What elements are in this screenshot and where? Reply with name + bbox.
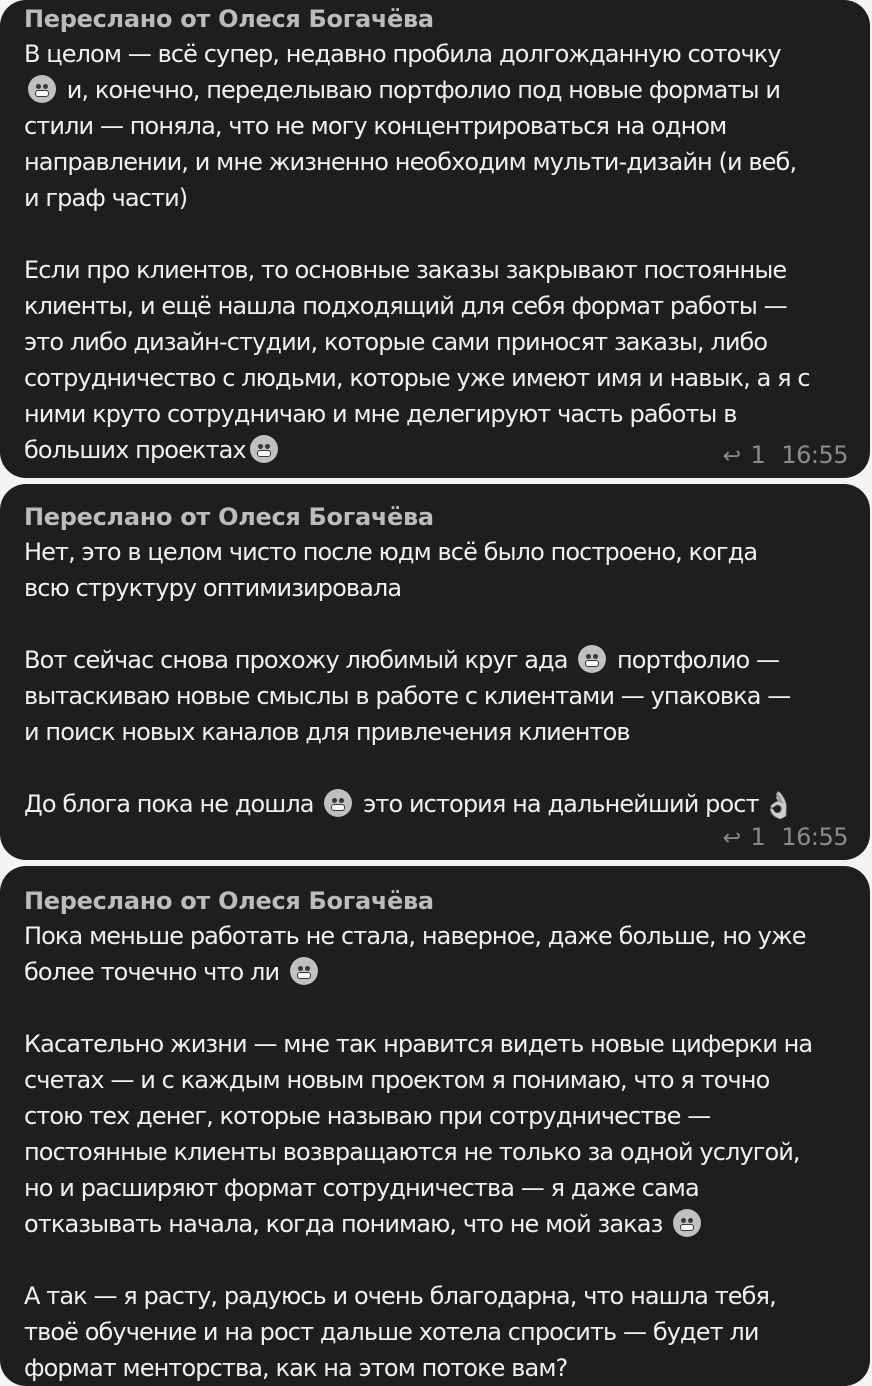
message-line: и, конечно, переделываю портфолио под новые форматы и xyxy=(24,72,848,108)
message-line: счетах — и с каждым новым проектом я понимаю, что я точно xyxy=(24,1066,770,1094)
forwarded-header[interactable]: Переслано от Олеся Богачёва xyxy=(24,5,434,33)
grin-sweat-icon xyxy=(324,789,352,817)
reply-count[interactable]: 1 xyxy=(750,823,766,851)
message-line: ними круто сотрудничаю и мне делегируют часть работы в xyxy=(24,400,737,428)
reply-arrow-icon[interactable]: ↩ xyxy=(722,444,741,469)
message-line: В целом — всё супер, недавно пробила долгожданную соточку xyxy=(24,40,781,68)
reply-arrow-icon[interactable]: ↩ xyxy=(722,826,741,851)
message-line: стою тех денег, которые называю при сотрудничестве — xyxy=(24,1102,711,1130)
forwarded-header[interactable]: Переслано от Олеся Богачёва xyxy=(24,887,434,915)
message-line: твоё обучение и на рост дальше хотела спросить — будет ли xyxy=(24,1318,759,1346)
reply-count[interactable]: 1 xyxy=(750,441,766,469)
message-time: 16:55 xyxy=(781,441,848,469)
message-line: но и расширяют формат сотрудничества — я даже сама xyxy=(24,1174,699,1202)
message-line: формат менторства, как на этом потоке вам? xyxy=(24,1354,568,1382)
paragraph-gap xyxy=(24,216,848,252)
message-bubble[interactable] xyxy=(0,866,870,1386)
message-line: Пока меньше работать не стала, наверное, даже больше, но уже xyxy=(24,922,806,950)
message-line: более точечно что ли xyxy=(24,954,848,990)
message-line: А так — я расту, радуюсь и очень благодарна, что нашла тебя, xyxy=(24,1282,776,1310)
message-line: постоянные клиенты возвращаются не только за одной услугой, xyxy=(24,1138,800,1166)
message-bubble[interactable] xyxy=(0,0,870,478)
grin-icon xyxy=(250,435,278,463)
message-line: и поиск новых каналов для привлечения клиентов xyxy=(24,718,630,746)
message-time: 16:55 xyxy=(781,823,848,851)
message-meta xyxy=(723,440,848,472)
message-line: Вот сейчас снова прохожу любимый круг ада портфолио — xyxy=(24,646,780,674)
message-line: Если про клиентов, то основные заказы закрывают постоянные xyxy=(24,256,787,284)
message-line: До блога пока не дошла это история на дальнейший рост 👌 xyxy=(24,786,848,824)
message-meta xyxy=(723,822,848,854)
grin-icon xyxy=(578,645,606,673)
message-line: Касательно жизни — мне так нравится видеть новые циферки на xyxy=(24,1030,813,1058)
message-line: и граф части) xyxy=(24,184,188,212)
message-line: вытаскиваю новые смыслы в работе с клиентами — упаковка — xyxy=(24,682,791,710)
message-bubble[interactable] xyxy=(0,484,870,860)
paragraph-gap xyxy=(24,606,848,642)
message-line: сотрудничество с людьми, которые уже имеют имя и навык, а я с xyxy=(24,364,810,392)
message-line: больших проектах xyxy=(24,432,848,468)
shy-smile-icon xyxy=(290,957,318,985)
forwarded-header[interactable]: Переслано от Олеся Богачёва xyxy=(24,503,434,531)
message-line: направлении, и мне жизненно необходим мульти-дизайн (и веб, xyxy=(24,148,797,176)
pleading-icon xyxy=(673,1209,701,1237)
message-line: отказывать начала, когда понимаю, что не мой заказ xyxy=(24,1206,848,1242)
paragraph-gap xyxy=(24,990,848,1026)
paragraph-gap xyxy=(24,1242,848,1278)
message-line: всю структуру оптимизировала xyxy=(24,574,402,602)
message-line: Нет, это в целом чисто после юдм всё было построено, когда xyxy=(24,538,758,566)
paragraph-gap xyxy=(24,750,848,786)
ok-hand-icon: 👌 xyxy=(762,791,795,821)
message-line: стили — поняла, что не могу концентрироваться на одном xyxy=(24,112,727,140)
message-line: клиенты, и ещё нашла подходящий для себя формат работы — xyxy=(24,292,787,320)
smiley-icon xyxy=(28,75,56,103)
message-line: это либо дизайн-студии, которые сами приносят заказы, либо xyxy=(24,328,768,356)
